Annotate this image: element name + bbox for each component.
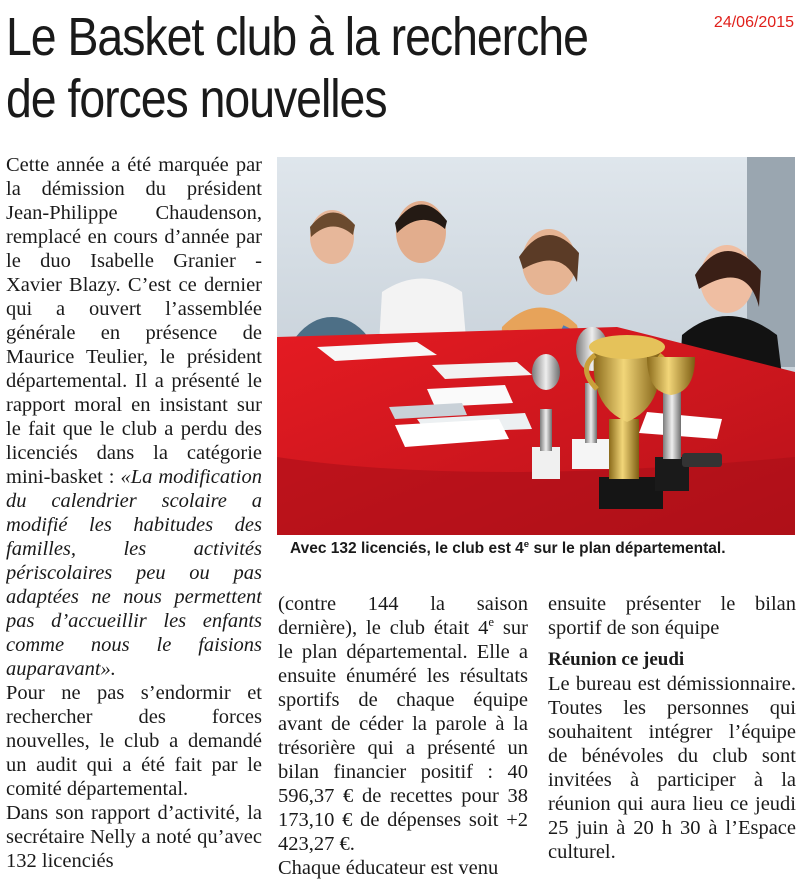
paragraph-text: (contre 144 la saison dernière), le club était 4: [278, 593, 528, 639]
meeting-photo-illustration: [277, 157, 795, 535]
superscript: e: [488, 615, 495, 630]
paragraph: Pour ne pas s’endormir et rechercher des forces nouvelles, le club a demandé un audit qui a été fait par le comité départemental.: [6, 682, 262, 800]
subheading: Réunion ce jeudi: [548, 649, 685, 670]
quote: «La modification du calendrier scolaire a modifié les habitudes des familles, les activités périscolaires peu ou pas adaptées ne nous permettent pas d’accueillir les enfants comme nous le faisions auparavant».: [6, 466, 262, 680]
caption-text-end: sur le plan départemental.: [529, 540, 726, 557]
paragraph: [6, 153, 262, 681]
publication-date: 24/06/2015: [713, 14, 794, 31]
headline-line-1: Le Basket club à la recherche: [6, 7, 588, 67]
paragraph-text: Cette année a été marquée par la démission du président Jean-Philippe Chaudenson, remplacé en cours d’année par le duo Isabelle Granier - Xavier Blazy. C’est ce dernier qui a ouvert l’assemblée générale en présence de Maurice Teulier, le président départemental. Il a présenté le rapport moral en insistant sur le fait que le club a perdu des licenciés dans la catégorie mini-basket :: [6, 154, 262, 488]
headline-line-2: de forces nouvelles: [6, 69, 387, 129]
paragraph: Chaque éducateur est venu: [278, 857, 499, 879]
headline: [6, 6, 599, 130]
caption-superscript: e: [523, 538, 530, 550]
paragraph: [278, 592, 528, 856]
article-column-3: [548, 592, 796, 864]
caption-text: Avec 132 licenciés, le club est 4: [290, 540, 524, 557]
paragraph: ensuite présenter le bilan sportif de son équipe: [548, 593, 796, 639]
paragraph: Le bureau est démissionnaire. Toutes les personnes qui souhaitent intégrer l’équipe de bénévoles du club sont invitées à participer à la réunion qui aura lieu ce jeudi 25 juin à 20 h 30 à l’Espace culturel.: [548, 673, 796, 863]
photo-caption: [290, 540, 795, 558]
article-column-1: [6, 153, 262, 873]
article-photo: [277, 157, 795, 535]
article-column-2: [278, 592, 528, 880]
paragraph-text-end: sur le plan départemental. Elle a ensuite énuméré les résultats sportifs de chaque équipe avant de céder la parole à la trésorière qui a présenté un bilan financier positif : 40 596,37 € de recettes pour 38 173,10 € de dépenses soit +2 423,27 €.: [278, 617, 528, 855]
paragraph: Dans son rapport d’activité, la secrétaire Nelly a noté qu’avec 132 licenciés: [6, 802, 262, 872]
